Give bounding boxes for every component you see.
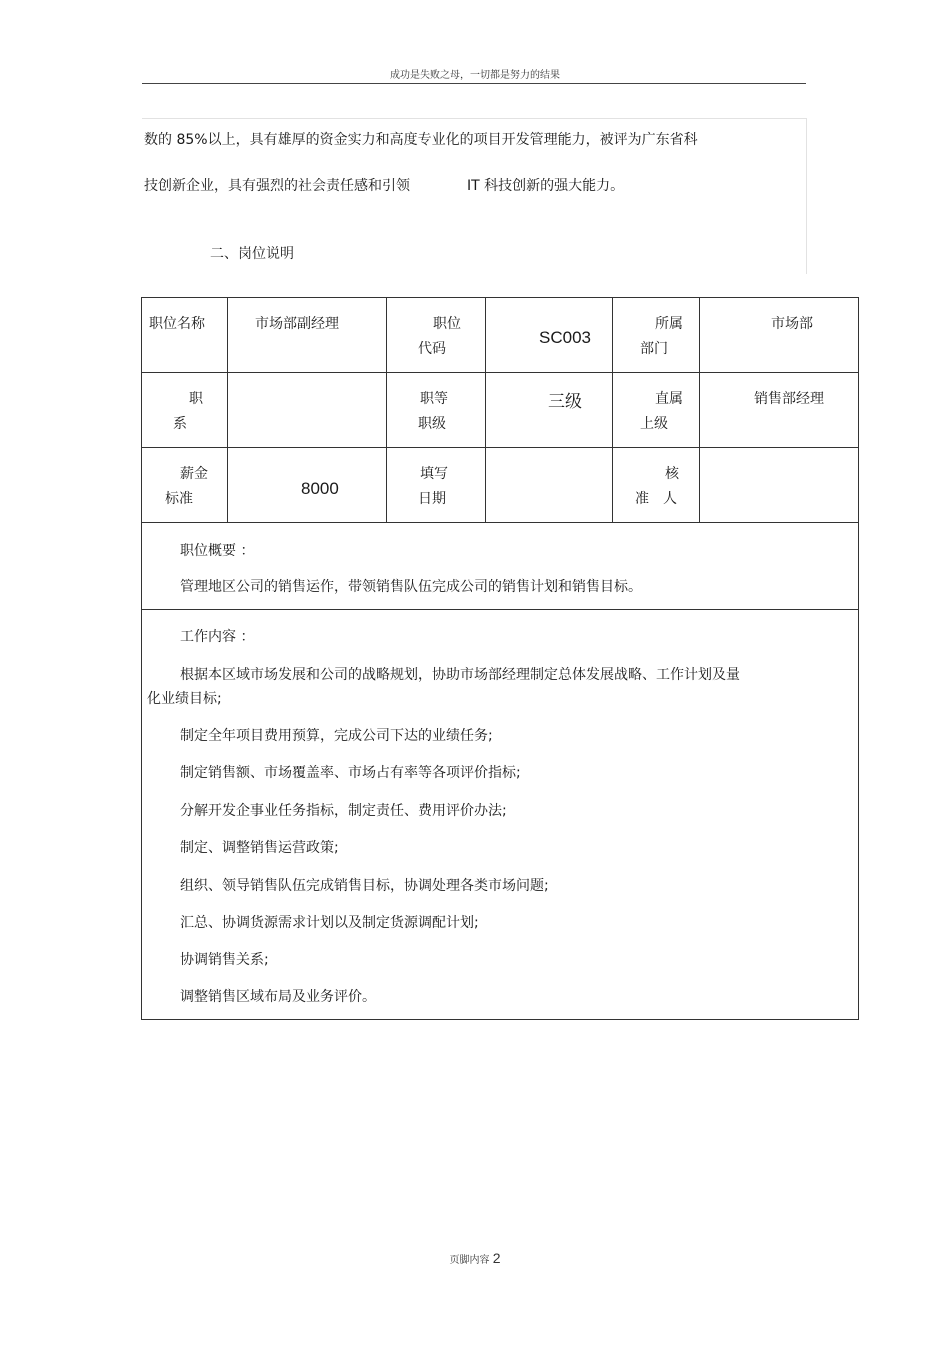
table-row [142, 373, 859, 448]
label-series-cell [142, 373, 228, 448]
list-item: 根据本区域市场发展和公司的战略规划，协助市场部经理制定总体发展战略、工作计划及量 [180, 667, 740, 683]
label-salary-cell [142, 448, 228, 523]
dept-cell [700, 298, 859, 373]
superior-value: 销售部经理 [754, 391, 824, 407]
grade-value: 三级 [548, 392, 582, 411]
approver-cell [700, 448, 859, 523]
label-date-line1: 填写 [420, 466, 448, 482]
list-item: 制定、调整销售运营政策; [180, 840, 339, 856]
page-header-motto: 成功是失败之母，一切都是努力的结果 [390, 70, 560, 81]
list-item: 化业绩目标; [147, 691, 222, 707]
intro-line-2b: IT 科技创新的强大能力。 [467, 178, 625, 194]
label-code-line1: 职位 [433, 316, 461, 332]
label-grade-line2: 职级 [418, 416, 446, 432]
position-name-value: 市场部副经理 [255, 316, 339, 332]
list-item: 汇总、协调货源需求计划以及制定货源调配计划; [180, 915, 479, 931]
label-code-cell [387, 298, 486, 373]
list-item: 分解开发企事业任务指标，制定责任、费用评价办法; [180, 803, 507, 819]
position-name-cell [228, 298, 387, 373]
overview-cell [142, 523, 859, 610]
list-item: 协调销售关系; [180, 952, 269, 968]
table-row [142, 298, 859, 373]
label-code-line2: 代码 [418, 341, 446, 357]
list-item: 组织、领导销售队伍完成销售目标，协调处理各类市场问题; [180, 878, 549, 894]
label-dept-cell [613, 298, 700, 373]
label-approver-line2: 准 人 [635, 491, 677, 507]
label-superior-line2: 上级 [640, 416, 668, 432]
label-series-line2: 系 [173, 416, 187, 432]
salary-cell [228, 448, 387, 523]
page-number: 2 [492, 1250, 501, 1266]
footer-label: 页脚内容 [449, 1255, 490, 1266]
label-approver-cell [613, 448, 700, 523]
list-item: 制定全年项目费用预算，完成公司下达的业绩任务; [180, 728, 493, 744]
intro-line-2a: 技创新企业，具有强烈的社会责任感和引领 [144, 178, 410, 194]
label-grade-cell [387, 373, 486, 448]
table-row [142, 448, 859, 523]
code-cell [486, 298, 613, 373]
overview-text: 管理地区公司的销售运作，带领销售队伍完成公司的销售计划和销售目标。 [180, 579, 642, 595]
list-item: 制定销售额、市场覆盖率、市场占有率等各项评价指标; [180, 765, 521, 781]
job-description-table [141, 297, 859, 1020]
header-divider [142, 83, 806, 84]
label-superior-line1: 直属 [655, 391, 683, 407]
duties-cell [142, 610, 859, 1020]
label-date-cell [387, 448, 486, 523]
salary-value: 8000 [301, 479, 339, 498]
label-series-line1: 职 [189, 391, 203, 407]
table-row [142, 610, 859, 1020]
page-footer [0, 1250, 950, 1266]
label-position-name-cell [142, 298, 228, 373]
table-row [142, 523, 859, 610]
label-dept-line2: 部门 [640, 341, 668, 357]
label-salary-line2: 标准 [165, 491, 193, 507]
label-grade-line1: 职等 [420, 391, 448, 407]
superior-cell [700, 373, 859, 448]
duties-title: 工作内容 ： [180, 629, 255, 645]
overview-title: 职位概要 ： [180, 543, 255, 559]
label-dept-line1: 所属 [655, 316, 683, 332]
list-item: 调整销售区域布局及业务评价。 [180, 989, 376, 1005]
series-cell [228, 373, 387, 448]
label-superior-cell [613, 373, 700, 448]
label-approver-line1: 核 [665, 466, 679, 482]
dept-value: 市场部 [771, 316, 813, 332]
intro-line-1: 数的 85%以上，具有雄厚的资金实力和高度专业化的项目开发管理能力，被评为广东省科 [144, 132, 698, 148]
section-title: 二、岗位说明 [210, 246, 294, 262]
label-position-name: 职位名称 [149, 316, 205, 332]
label-date-line2: 日期 [418, 491, 446, 507]
position-code-value: SC003 [539, 328, 591, 347]
date-cell [486, 448, 613, 523]
grade-cell [486, 373, 613, 448]
label-salary-line1: 薪金 [180, 466, 208, 482]
